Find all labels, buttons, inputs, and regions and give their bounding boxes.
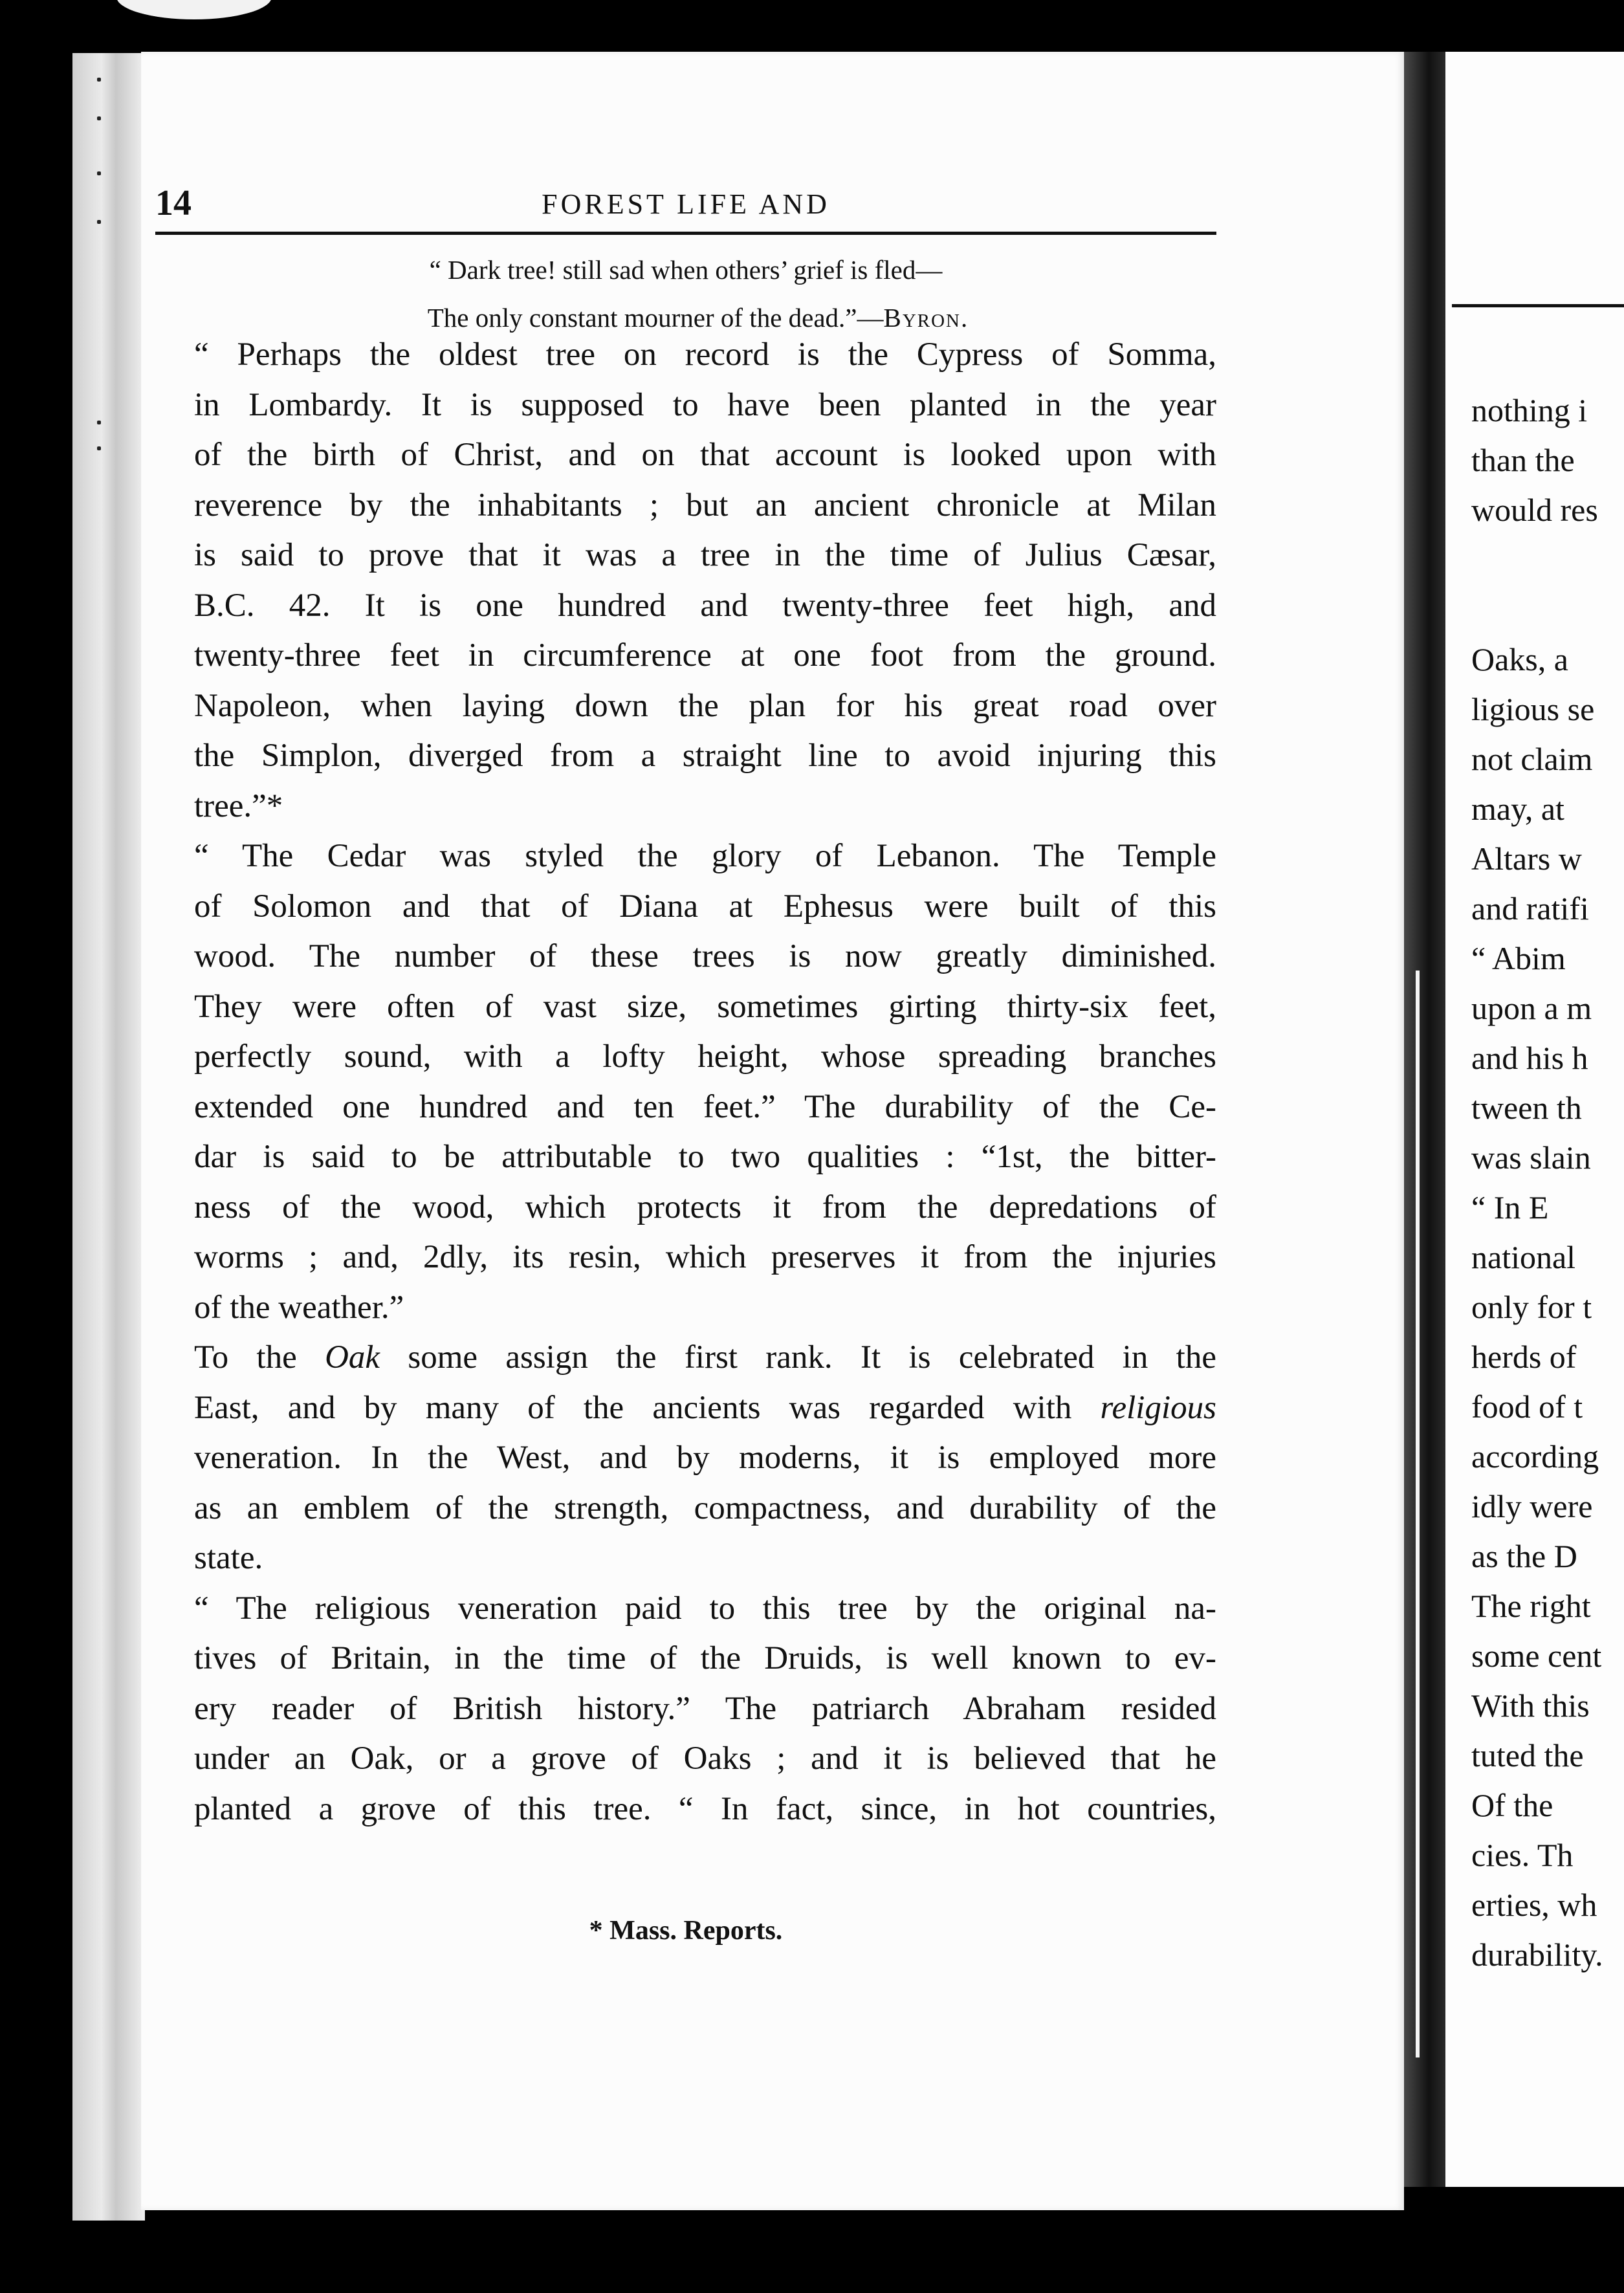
text-fragment: tuted the — [1471, 1737, 1584, 1773]
paragraph — [155, 1584, 1216, 1835]
epigraph-text: The only constant mourner of the dead.”— — [427, 303, 884, 333]
text-fragment: To the — [194, 1339, 325, 1376]
scan-artifact — [116, 0, 272, 19]
epigraph-author: Byron. — [883, 303, 969, 333]
page-body-text — [155, 330, 1216, 1834]
emphasis: Oak — [325, 1339, 380, 1376]
text-line: twenty-three feet in circumference at one foot from the ground. — [194, 637, 1216, 674]
header-rule — [155, 232, 1216, 235]
emphasis: religious — [1100, 1389, 1216, 1426]
text-line: extended one hundred and ten feet.” The durability of the Ce- — [194, 1088, 1216, 1125]
text-fragment: erties, wh — [1471, 1887, 1597, 1923]
text-line: “ The Cedar was styled the glory of Lebanon. The Temple — [194, 838, 1216, 874]
text-line: wood. The number of these trees is now greatly diminished. — [194, 938, 1216, 974]
text-fragment: nothing i — [1471, 392, 1588, 428]
text-fragment: as the D — [1471, 1538, 1577, 1574]
text-fragment: ligious se — [1471, 691, 1595, 727]
text-line: planted a grove of this tree. “ In fact, since, in hot countries, — [194, 1790, 1216, 1827]
text-fragment: only for t — [1471, 1289, 1592, 1325]
text-fragment: Of the — [1471, 1787, 1553, 1823]
text-fragment: idly were — [1471, 1488, 1593, 1524]
text-line: of Solomon and that of Diana at Ephesus were built of this — [194, 888, 1216, 925]
text-fragment: may, at — [1471, 791, 1564, 827]
text-line: in Lombardy. It is supposed to have been planted in the year — [194, 386, 1216, 423]
text-line: of the birth of Christ, and on that account is looked upon with — [194, 437, 1216, 473]
text-fragment: “ Abim — [1471, 940, 1566, 976]
text-line: ery reader of British history.” The patriarch Abraham resided — [194, 1690, 1216, 1727]
text-line: “ Perhaps the oldest tree on record is the Cypress of Somma, — [194, 336, 1216, 373]
text-fragment: food of t — [1471, 1388, 1583, 1425]
text-fragment: The right — [1471, 1588, 1591, 1624]
text-line: as an emblem of the strength, compactness, and durability of the — [194, 1489, 1216, 1526]
text-fragment: than the — [1471, 442, 1575, 478]
binding-mark — [97, 78, 101, 82]
paragraph — [155, 1333, 1216, 1584]
text-line: tives of Britain, in the time of the Druids, is well known to ev- — [194, 1640, 1216, 1676]
binding-mark — [97, 421, 101, 424]
header-rule — [1452, 304, 1624, 307]
text-fragment: East, and by many of the ancients was regarded with — [194, 1389, 1101, 1426]
text-fragment: and his h — [1471, 1040, 1588, 1076]
epigraph-line: “ Dark tree! still sad when others’ grief is fled— — [429, 255, 943, 285]
text-line: B.C. 42. It is one hundred and twenty-three feet high, and — [194, 587, 1216, 624]
text-line: tree.”* — [194, 787, 283, 824]
text-fragment: upon a m — [1471, 990, 1592, 1026]
text-fragment: not claim — [1471, 741, 1593, 777]
text-fragment: Altars w — [1471, 840, 1582, 877]
text-line: of the weather.” — [194, 1289, 404, 1326]
text-fragment: With this — [1471, 1687, 1590, 1724]
text-line: the Simplon, diverged from a straight line to avoid injuring this — [194, 738, 1216, 774]
paragraph — [155, 831, 1216, 1333]
page-header — [155, 182, 1216, 228]
text-line: dar is said to be attributable to two qualities : “1st, the bitter- — [194, 1139, 1216, 1175]
text-line: Napoleon, when laying down the plan for his great road over — [194, 687, 1216, 724]
binding-mark — [97, 116, 101, 120]
text-fragment: durability. — [1471, 1936, 1603, 1973]
text-line: veneration. In the West, and by moderns, it is employed more — [194, 1440, 1216, 1476]
text-line: They were often of vast size, sometimes girting thirty-six feet, — [194, 988, 1216, 1025]
footnote: * Mass. Reports. — [589, 1916, 783, 1946]
text-line: worms ; and, 2dly, its resin, which preserves it from the injuries — [194, 1239, 1216, 1275]
gutter-highlight — [1416, 971, 1420, 2057]
text-line: perfectly sound, with a lofty height, whose spreading branches — [194, 1038, 1216, 1075]
text-line: state. — [194, 1540, 263, 1576]
epigraph — [155, 246, 1216, 342]
text-line: is said to prove that it was a tree in the time of Julius Cæsar, — [194, 537, 1216, 573]
text-fragment: would res — [1471, 492, 1598, 528]
book-gutter — [1404, 52, 1445, 2187]
text-line: reverence by the inhabitants ; but an ancient chronicle at Milan — [194, 487, 1216, 523]
text-fragment: Oaks, a — [1471, 641, 1568, 677]
text-line: ness of the wood, which protects it from the depredations of — [194, 1189, 1216, 1225]
text-fragment: national — [1471, 1239, 1576, 1275]
paragraph — [155, 330, 1216, 831]
book-binding-edge — [72, 53, 145, 2221]
text-line: under an Oak, or a grove of Oaks ; and it is believed that he — [194, 1740, 1216, 1777]
binding-mark — [97, 171, 101, 175]
text-fragment: and ratifi — [1471, 890, 1589, 927]
text-line — [155, 1333, 1216, 1383]
text-fragment: some cent — [1471, 1638, 1602, 1674]
text-line — [155, 1383, 1216, 1434]
text-fragment: cies. Th — [1471, 1837, 1574, 1873]
text-fragment: was slain — [1471, 1139, 1591, 1176]
right-page — [1445, 52, 1624, 2187]
binding-mark — [97, 446, 101, 450]
text-fragment: herds of — [1471, 1339, 1577, 1375]
text-fragment: tween th — [1471, 1090, 1582, 1126]
text-fragment: “ In E — [1471, 1189, 1549, 1225]
page-number: 14 — [155, 183, 192, 223]
text-fragment: according — [1471, 1438, 1599, 1475]
binding-mark — [97, 220, 101, 224]
text-fragment: some assign the first rank. It is celebrated in the — [380, 1339, 1216, 1376]
running-title: FOREST LIFE AND — [542, 188, 830, 220]
text-line: “ The religious veneration paid to this tree by the original na- — [194, 1590, 1216, 1627]
